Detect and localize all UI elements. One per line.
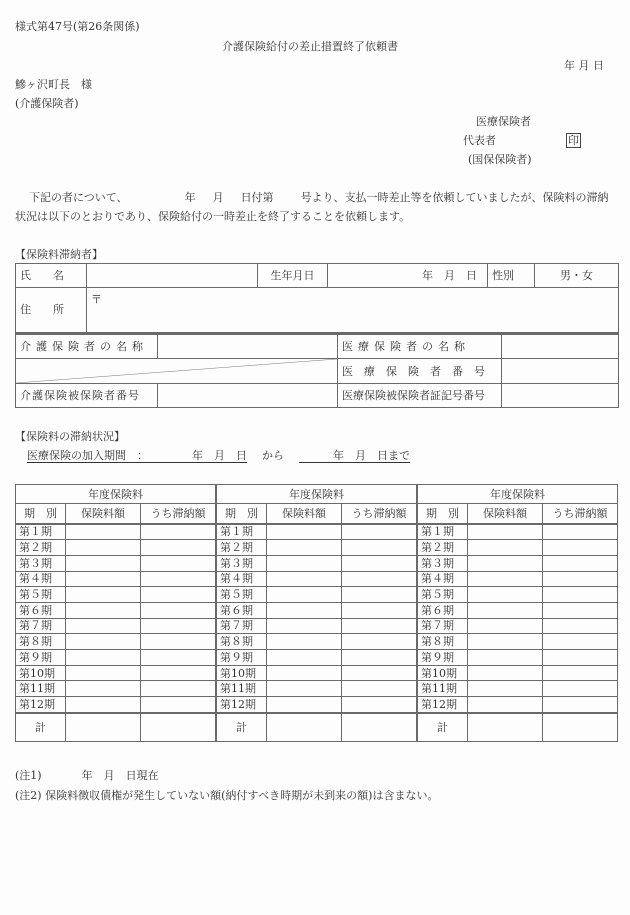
premium-amount-field[interactable] [468, 634, 543, 650]
iryo-insurer-name-label: 医療保険者の名称 [338, 335, 502, 359]
period-label: 第４期 [418, 571, 468, 587]
table-row [217, 697, 417, 713]
table-row [16, 555, 216, 571]
period-label: 第１期 [16, 524, 66, 540]
period-label: 第12期 [16, 697, 66, 713]
seal-icon: 印 [568, 134, 579, 147]
total-premium-field[interactable] [66, 713, 141, 742]
table-row [217, 665, 417, 681]
arrears-amount-field[interactable] [141, 602, 216, 618]
premium-amount-field[interactable] [468, 524, 543, 540]
arrears-amount-field[interactable] [141, 697, 216, 713]
section-heading-delinquent: 【保険料滞納者】 [15, 248, 103, 261]
period-label: 第８期 [418, 634, 468, 650]
body-line-1 [29, 192, 609, 203]
period-label: 第７期 [217, 618, 267, 634]
kaigo-insurer-name-label: 介護保険者の名称 [16, 335, 158, 359]
total-premium-field[interactable] [267, 713, 342, 742]
arrears-amount-field[interactable] [342, 681, 417, 697]
arrears-amount-field[interactable] [543, 665, 618, 681]
arrears-amount-field[interactable] [342, 697, 417, 713]
iryo-insurer-number-label: 医療保険者番号 [338, 359, 502, 384]
table-row [16, 524, 216, 540]
premium-amount-field[interactable] [468, 697, 543, 713]
postal-mark-icon: 〒 [91, 293, 102, 306]
period-label: 第８期 [217, 634, 267, 650]
premium-amount-field[interactable] [468, 681, 543, 697]
premium-amount-field[interactable] [267, 540, 342, 556]
table-row [217, 634, 417, 650]
seal-mark [566, 133, 581, 148]
document-title: 介護保険給付の差止措置終了依頼書 [222, 40, 398, 53]
arrears-amount-field[interactable] [543, 555, 618, 571]
arrears-amount-field[interactable] [543, 571, 618, 587]
arrears-amount-field[interactable] [141, 524, 216, 540]
premium-amount-field[interactable] [468, 665, 543, 681]
table-row [418, 571, 618, 587]
addressee: 鰺ヶ沢町長 様 [15, 78, 92, 91]
table-row [217, 681, 417, 697]
arrears-amount-field[interactable] [342, 587, 417, 603]
table-row [418, 634, 618, 650]
table-row [217, 540, 417, 556]
premium-column-header: 保険料額 [267, 504, 342, 524]
premium-amount-field[interactable] [468, 555, 543, 571]
premium-amount-field[interactable] [66, 555, 141, 571]
birth-label: 生年月日 [258, 264, 328, 288]
period-label: 第３期 [418, 555, 468, 571]
birth-field[interactable]: 年 月 日 [328, 264, 488, 288]
section-heading-status: 【保険料の滞納状況】 [15, 430, 125, 443]
premium-amount-field[interactable] [267, 665, 342, 681]
period-label: 第５期 [418, 587, 468, 603]
table-row [16, 681, 216, 697]
premium-column-header: 保険料額 [468, 504, 543, 524]
table-row [418, 524, 618, 540]
body-line-2: 状況は以下のとおりであり、保険給付の一時差止を終了することを依頼します。 [15, 210, 411, 223]
table-row [217, 524, 417, 540]
address-label: 住 所 [16, 288, 87, 333]
period-label: 第３期 [16, 555, 66, 571]
table-row [418, 650, 618, 666]
premium-amount-field[interactable] [468, 540, 543, 556]
period-label: 第12期 [217, 697, 267, 713]
table-row [418, 555, 618, 571]
premium-amount-field[interactable] [66, 634, 141, 650]
insurer-table [15, 334, 619, 408]
period-label: 第11期 [418, 681, 468, 697]
year-header: 年度保険料 [16, 485, 216, 504]
premium-amount-field[interactable] [267, 681, 342, 697]
note-2-text: 保険料徴収債権が発生していない額(納付すべき時期が未到来の額)は含まない。 [45, 789, 439, 802]
premium-amount-field[interactable] [468, 618, 543, 634]
total-arrears-field[interactable] [141, 713, 216, 742]
period-label: 第１期 [217, 524, 267, 540]
arrears-amount-field[interactable] [543, 650, 618, 666]
table-row [418, 697, 618, 713]
period-label: 第11期 [217, 681, 267, 697]
premium-amount-field[interactable] [66, 618, 141, 634]
iryo-insurer-name-field[interactable] [502, 335, 619, 359]
enrollment-from[interactable] [27, 450, 247, 463]
kaigo-insured-number-field[interactable] [158, 384, 338, 408]
arrears-amount-field[interactable] [342, 524, 417, 540]
total-label: 計 [217, 713, 267, 742]
arrears-amount-field[interactable] [543, 697, 618, 713]
arrears-amount-field[interactable] [141, 618, 216, 634]
arrears-amount-field[interactable] [141, 587, 216, 603]
arrears-amount-field[interactable] [141, 555, 216, 571]
period-column-header: 期 別 [16, 504, 66, 524]
premium-amount-field[interactable] [66, 681, 141, 697]
period-label: 第10期 [418, 665, 468, 681]
period-label: 第９期 [217, 650, 267, 666]
period-column-header: 期 別 [217, 504, 267, 524]
premium-amount-field[interactable] [267, 587, 342, 603]
premium-amount-field[interactable] [267, 697, 342, 713]
total-arrears-field[interactable] [543, 713, 618, 742]
period-label: 第７期 [418, 618, 468, 634]
delinquent-person-table [15, 263, 619, 334]
note-1-label: (注1) [15, 769, 42, 782]
premium-amount-field[interactable] [66, 665, 141, 681]
table-row [16, 618, 216, 634]
enrollment-to[interactable] [299, 450, 410, 463]
premium-amount-field[interactable] [267, 571, 342, 587]
premium-amount-field[interactable] [66, 697, 141, 713]
arrears-column-header: うち滞納額 [141, 504, 216, 524]
premium-amount-field[interactable] [267, 555, 342, 571]
note-1-text: 年 月 日現在 [81, 769, 159, 782]
sender-note: (国保保険者) [468, 153, 532, 166]
period-label: 第２期 [217, 540, 267, 556]
enrollment-from-date: 年 月 日 [192, 449, 247, 462]
premium-amount-field[interactable] [66, 602, 141, 618]
body-day: 日付第 [240, 191, 274, 204]
sex-label: 性別 [488, 264, 535, 288]
arrears-amount-field[interactable] [342, 618, 417, 634]
premium-amount-field[interactable] [468, 650, 543, 666]
table-row [16, 571, 216, 587]
body-text-rest: 号より、支払一時差止等を依頼していましたが、保険料の滞納 [300, 191, 609, 204]
table-row [418, 618, 618, 634]
period-label: 第２期 [16, 540, 66, 556]
body-month: 月 [212, 191, 224, 204]
table-row [418, 681, 618, 697]
total-premium-field[interactable] [468, 713, 543, 742]
total-label: 計 [16, 713, 66, 742]
table-row [418, 587, 618, 603]
arrears-amount-field[interactable] [141, 571, 216, 587]
table-row [217, 555, 417, 571]
table-row [16, 540, 216, 556]
sender-org: 医療保険者 [476, 115, 531, 128]
arrears-amount-field[interactable] [543, 587, 618, 603]
note-1 [15, 770, 159, 781]
period-table [216, 484, 417, 742]
arrears-amount-field[interactable] [141, 540, 216, 556]
iryo-card-number-label: 医療保険被保険者証記号番号 [338, 384, 502, 408]
period-column-header: 期 別 [418, 504, 468, 524]
table-row [418, 540, 618, 556]
premium-amount-field[interactable] [267, 650, 342, 666]
period-label: 第５期 [217, 587, 267, 603]
period-label: 第８期 [16, 634, 66, 650]
table-row [217, 602, 417, 618]
iryo-insurer-number-field[interactable] [502, 359, 619, 384]
arrears-column-header: うち滞納額 [342, 504, 417, 524]
table-row [418, 665, 618, 681]
arrears-amount-field[interactable] [543, 681, 618, 697]
year-header: 年度保険料 [217, 485, 417, 504]
kaigo-insured-number-label: 介護保険被保険者番号 [16, 384, 158, 408]
period-label: 第10期 [217, 665, 267, 681]
table-row [418, 602, 618, 618]
arrears-amount-field[interactable] [141, 650, 216, 666]
period-label: 第７期 [16, 618, 66, 634]
arrears-amount-field[interactable] [342, 540, 417, 556]
form-number: 様式第47号(第26条関係) [15, 20, 140, 33]
arrears-amount-field[interactable] [342, 555, 417, 571]
period-label: 第10期 [16, 665, 66, 681]
enrollment-to-date: 年 月 日まで [333, 449, 410, 462]
arrears-amount-field[interactable] [342, 571, 417, 587]
arrears-amount-field[interactable] [543, 540, 618, 556]
arrears-column-header: うち滞納額 [543, 504, 618, 524]
premium-amount-field[interactable] [468, 571, 543, 587]
diagonal-blank-cell [16, 359, 338, 384]
total-arrears-field[interactable] [342, 713, 417, 742]
table-row [16, 665, 216, 681]
period-label: 第９期 [418, 650, 468, 666]
note-2-label: (注2) [15, 789, 42, 802]
sender-rep-label: 代表者 [463, 134, 496, 147]
table-row [16, 634, 216, 650]
diagonal-line [16, 359, 337, 383]
name-field[interactable] [87, 264, 258, 288]
arrears-amount-field[interactable] [141, 665, 216, 681]
arrears-amount-field[interactable] [342, 634, 417, 650]
note-2 [15, 790, 438, 801]
period-label: 第12期 [418, 697, 468, 713]
premium-amount-field[interactable] [267, 634, 342, 650]
arrears-amount-field[interactable] [543, 634, 618, 650]
period-label: 第１期 [418, 524, 468, 540]
name-label: 氏 名 [16, 264, 87, 288]
arrears-amount-field[interactable] [342, 650, 417, 666]
table-row [16, 650, 216, 666]
year-header: 年度保険料 [418, 485, 618, 504]
period-label: 第４期 [217, 571, 267, 587]
from-label: (介護保険者) [15, 97, 79, 110]
body-text-intro: 下記の者について、 [29, 191, 128, 204]
date-line: 年 月 日 [564, 59, 604, 72]
premium-amount-field[interactable] [66, 650, 141, 666]
arrears-amount-field[interactable] [141, 681, 216, 697]
enrollment-period-label: 医療保険の加入期間 ： [27, 449, 148, 462]
arrears-amount-field[interactable] [543, 602, 618, 618]
table-row [217, 587, 417, 603]
period-table [15, 484, 216, 742]
enrollment-period [27, 450, 410, 463]
address-field[interactable] [87, 288, 619, 333]
period-label: 第６期 [217, 602, 267, 618]
iryo-card-number-field[interactable] [502, 384, 619, 408]
period-label: 第４期 [16, 571, 66, 587]
premium-column-header: 保険料額 [66, 504, 141, 524]
period-label: 第５期 [16, 587, 66, 603]
arrears-amount-field[interactable] [543, 524, 618, 540]
premium-amount-field[interactable] [468, 602, 543, 618]
premium-amount-field[interactable] [267, 602, 342, 618]
table-row [217, 618, 417, 634]
table-row [217, 650, 417, 666]
table-row [16, 697, 216, 713]
premium-amount-field[interactable] [66, 540, 141, 556]
sex-field[interactable]: 男・女 [535, 264, 619, 288]
kaigo-insurer-name-field[interactable] [158, 335, 338, 359]
period-label: 第11期 [16, 681, 66, 697]
arrears-amount-field[interactable] [342, 602, 417, 618]
premium-amount-field[interactable] [66, 587, 141, 603]
table-row [16, 587, 216, 603]
table-row [16, 602, 216, 618]
premium-amount-field[interactable] [66, 571, 141, 587]
premium-amount-field[interactable] [267, 618, 342, 634]
total-label: 計 [418, 713, 468, 742]
period-label: 第６期 [418, 602, 468, 618]
period-label: 第２期 [418, 540, 468, 556]
premium-amount-field[interactable] [468, 587, 543, 603]
period-table [417, 484, 618, 742]
premium-amount-field[interactable] [66, 524, 141, 540]
period-label: 第３期 [217, 555, 267, 571]
period-label: 第６期 [16, 602, 66, 618]
table-row [217, 571, 417, 587]
body-year: 年 [184, 191, 196, 204]
premium-amount-field[interactable] [267, 524, 342, 540]
from-word: から [262, 449, 284, 462]
arrears-amount-field[interactable] [141, 634, 216, 650]
arrears-amount-field[interactable] [543, 618, 618, 634]
arrears-amount-field[interactable] [342, 665, 417, 681]
period-label: 第９期 [16, 650, 66, 666]
